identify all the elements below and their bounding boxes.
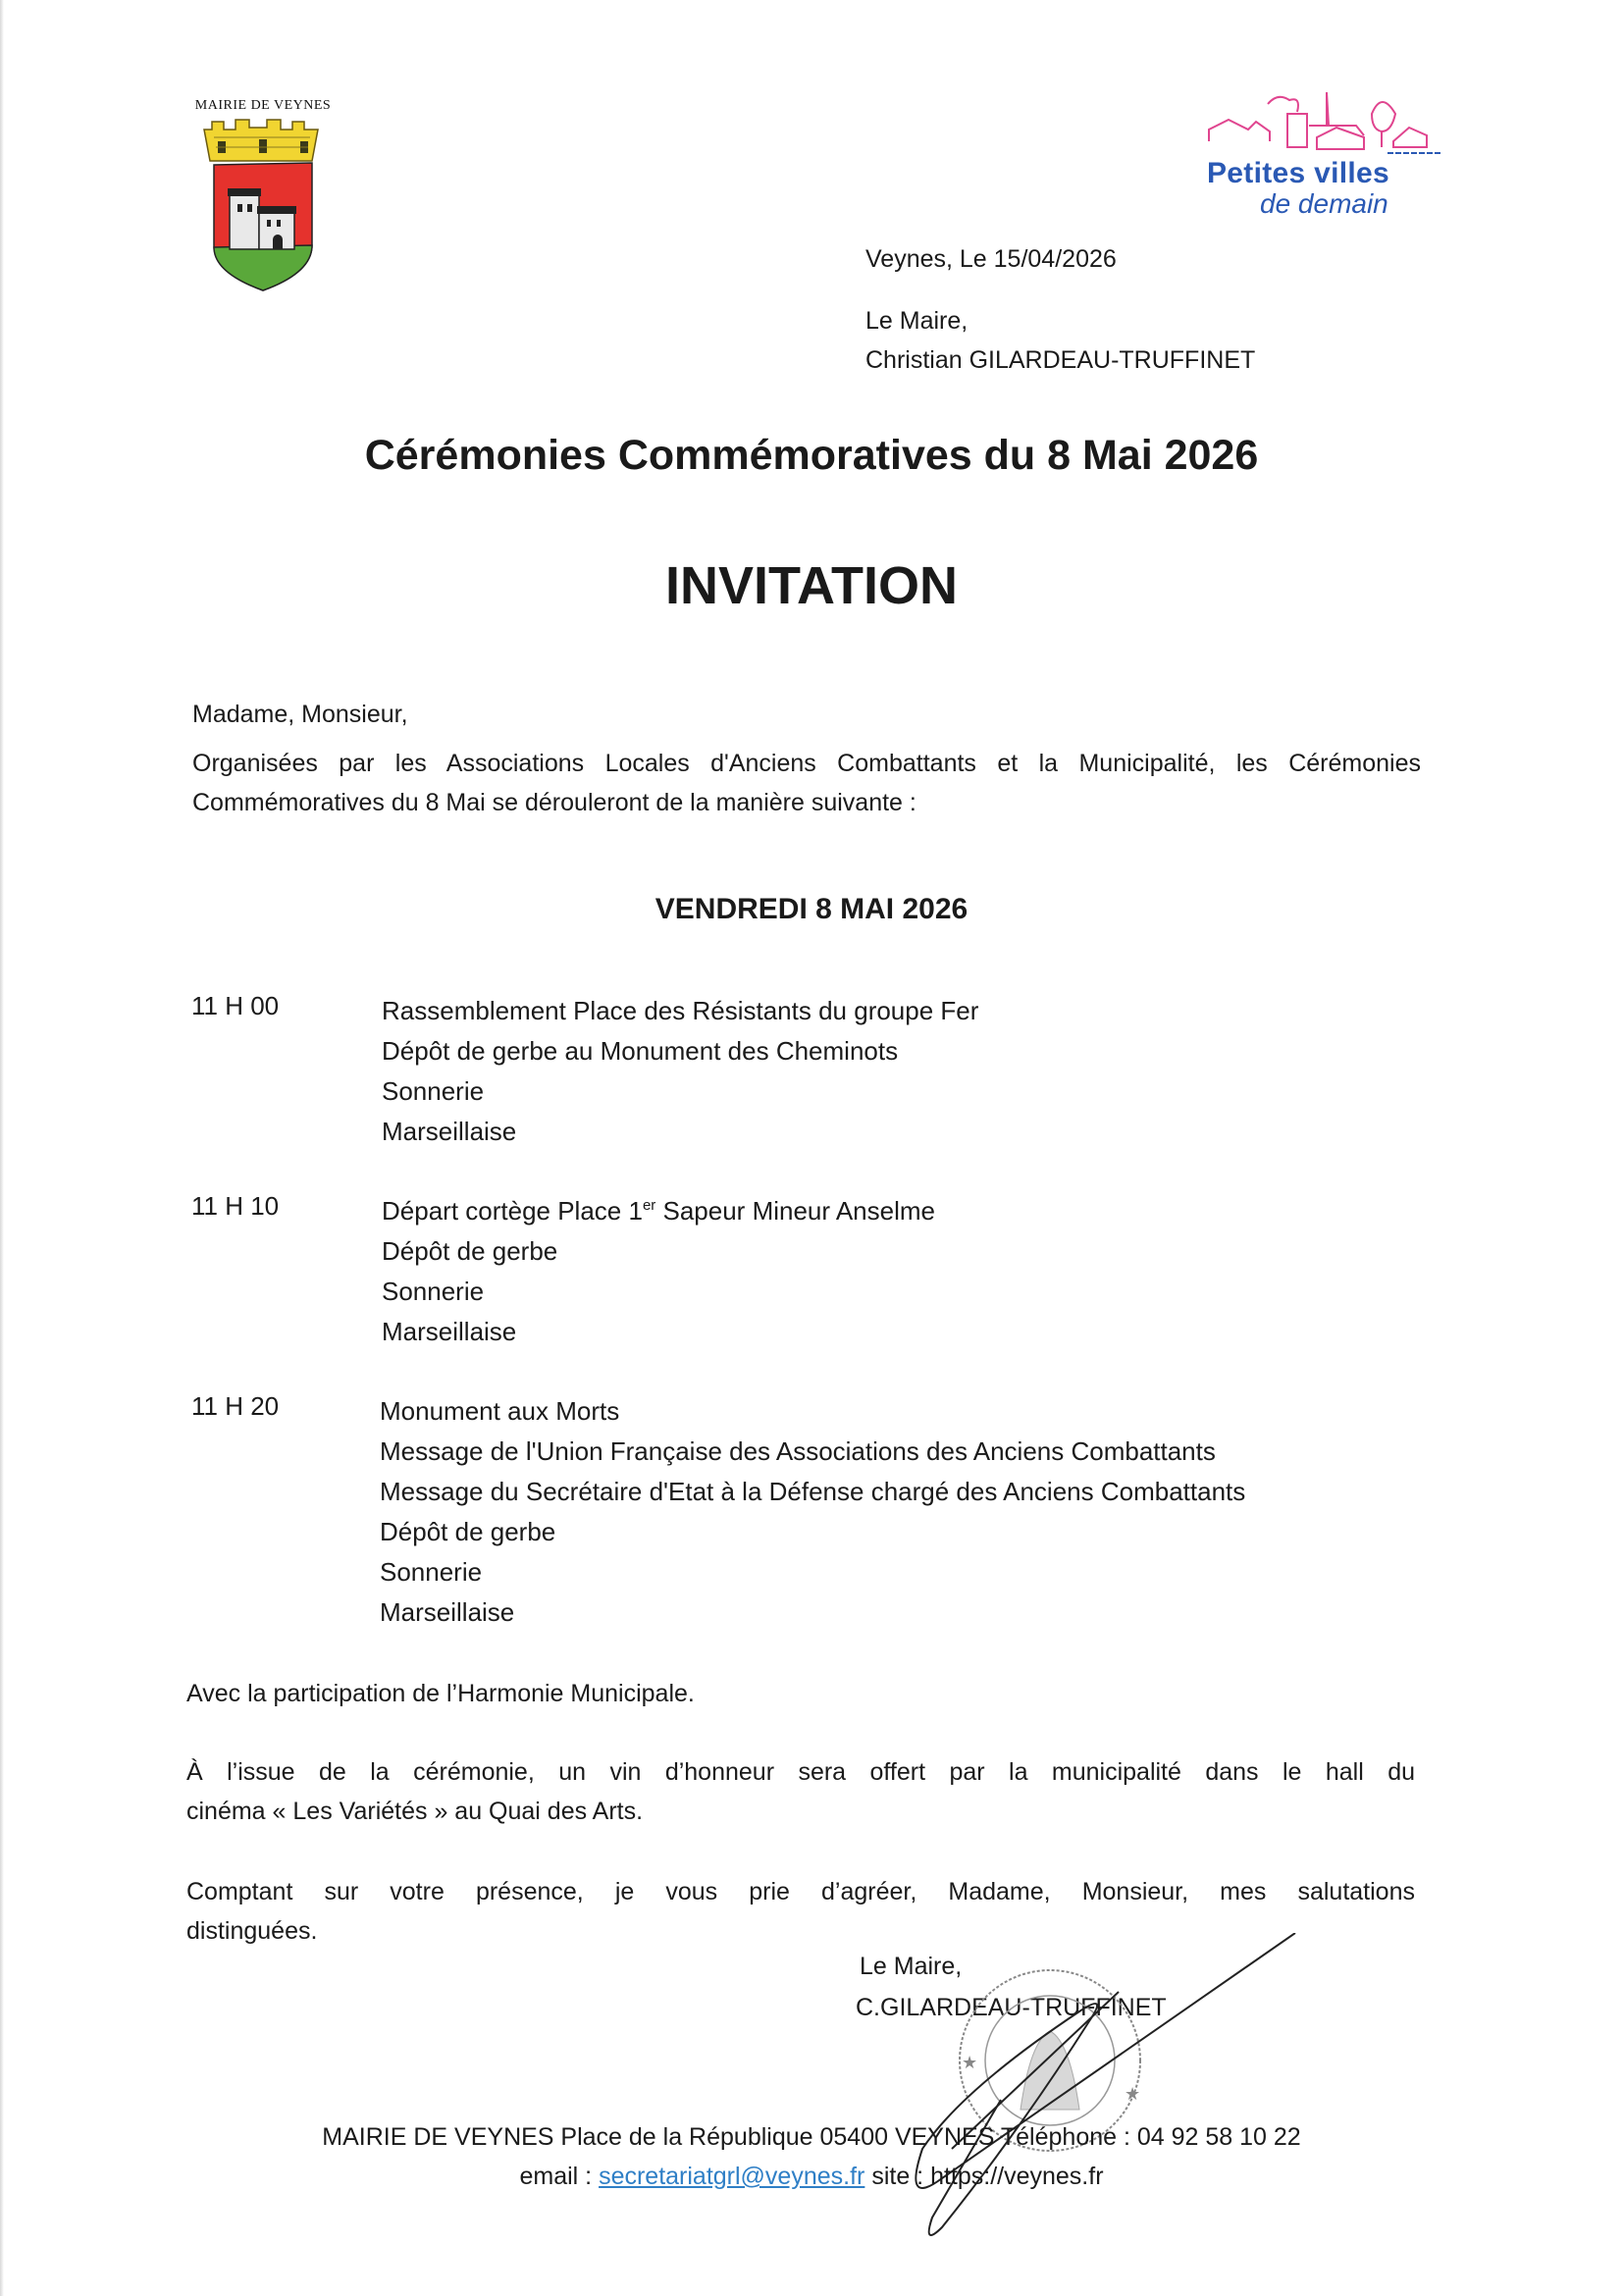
activity-item: Sonnerie [382, 1076, 485, 1106]
intro-line-2: Commémoratives du 8 Mai se dérouleront de la manière suivante : [192, 789, 916, 816]
activity-item: Marseillaise [382, 1117, 517, 1146]
activity-item: Marseillaise [380, 1597, 515, 1627]
email-label: email : [519, 2163, 600, 2190]
activity-item: Message de l'Union Française des Associations des Anciens Combattants [380, 1436, 1216, 1466]
closing-line-1: Comptant sur votre présence, je vous prie d’agréer, Madame, Monsieur, mes salutations [186, 1878, 1415, 1905]
site-label: site : [864, 2163, 931, 2190]
reception-line-2: cinéma « Les Variétés » au Quai des Arts. [186, 1798, 644, 1825]
activity-item: Dépôt de gerbe [380, 1517, 556, 1546]
activity-item: Sonnerie [380, 1557, 483, 1587]
footer-contact [0, 2163, 1623, 2191]
logo-title: Petites villes [1207, 157, 1389, 189]
logo-subtitle: de demain [1260, 188, 1388, 219]
activity-item [382, 1191, 935, 1231]
schedule-time: 11 H 00 [191, 991, 280, 1020]
village-skyline-icon [1199, 84, 1444, 163]
activity-list [382, 991, 978, 1152]
sender-name: Christian GILARDEAU-TRUFFINET [865, 346, 1256, 374]
sender-role: Le Maire, [865, 307, 969, 335]
shield-icon [184, 98, 341, 294]
activity-list [382, 1191, 935, 1352]
activity-list [380, 1391, 1245, 1633]
activity-item: Sonnerie [382, 1277, 485, 1306]
activity-item: Monument aux Morts [380, 1396, 620, 1426]
signature-name: C.GILARDEAU-TRUFFINET [856, 1994, 1167, 2021]
participation-note: Avec la participation de l’Harmonie Municipale. [186, 1680, 695, 1707]
reception-line-1: À l’issue de la cérémonie, un vin d’honneur sera offert par la municipalité dans le hall du [186, 1758, 1415, 1786]
invitation-heading: INVITATION [665, 556, 958, 615]
salutation: Madame, Monsieur, [192, 701, 408, 728]
intro-line-1: Organisées par les Associations Locales d'Anciens Combattants et la Municipalité, les Cérémonies [192, 750, 1421, 777]
handwritten-signature-icon [883, 1933, 1315, 2257]
place-date: Veynes, Le 15/04/2026 [865, 245, 1117, 273]
day-heading: VENDREDI 8 MAI 2026 [654, 893, 969, 925]
schedule-time: 11 H 10 [191, 1191, 280, 1221]
mairie-label: MAIRIE DE VEYNES [194, 98, 332, 113]
activity-item: Rassemblement Place des Résistants du groupe Fer [382, 996, 979, 1025]
veynes-coat-of-arms-logo [184, 98, 341, 294]
closing-line-2: distinguées. [186, 1917, 318, 1945]
activity-text: Sapeur Mineur Anselme [655, 1196, 935, 1226]
activity-item: Message du Secrétaire d'Etat à la Défense chargé des Anciens Combattants [380, 1477, 1246, 1506]
activity-item: Dépôt de gerbe [382, 1236, 558, 1266]
signature-role: Le Maire, [860, 1953, 963, 1980]
petites-villes-de-demain-logo [1199, 84, 1444, 222]
activity-text: Départ cortège Place 1 [382, 1196, 643, 1226]
activity-item: Dépôt de gerbe au Monument des Cheminots [382, 1036, 899, 1066]
site-url: https://veynes.fr [930, 2163, 1104, 2190]
svg-text:★: ★ [962, 2053, 978, 2072]
footer-address: MAIRIE DE VEYNES Place de la République 05400 VEYNES Téléphone : 04 92 58 10 22 [322, 2123, 1301, 2151]
activity-item: Marseillaise [382, 1317, 517, 1346]
ordinal-suffix: er [642, 1197, 656, 1214]
email-link[interactable]: secretariatgrl@veynes.fr [599, 2163, 865, 2190]
svg-text:★: ★ [1125, 2084, 1141, 2104]
schedule-time: 11 H 20 [191, 1391, 280, 1421]
document-title: Cérémonies Commémoratives du 8 Mai 2026 [364, 432, 1259, 479]
scan-edge-shadow [0, 0, 4, 2296]
